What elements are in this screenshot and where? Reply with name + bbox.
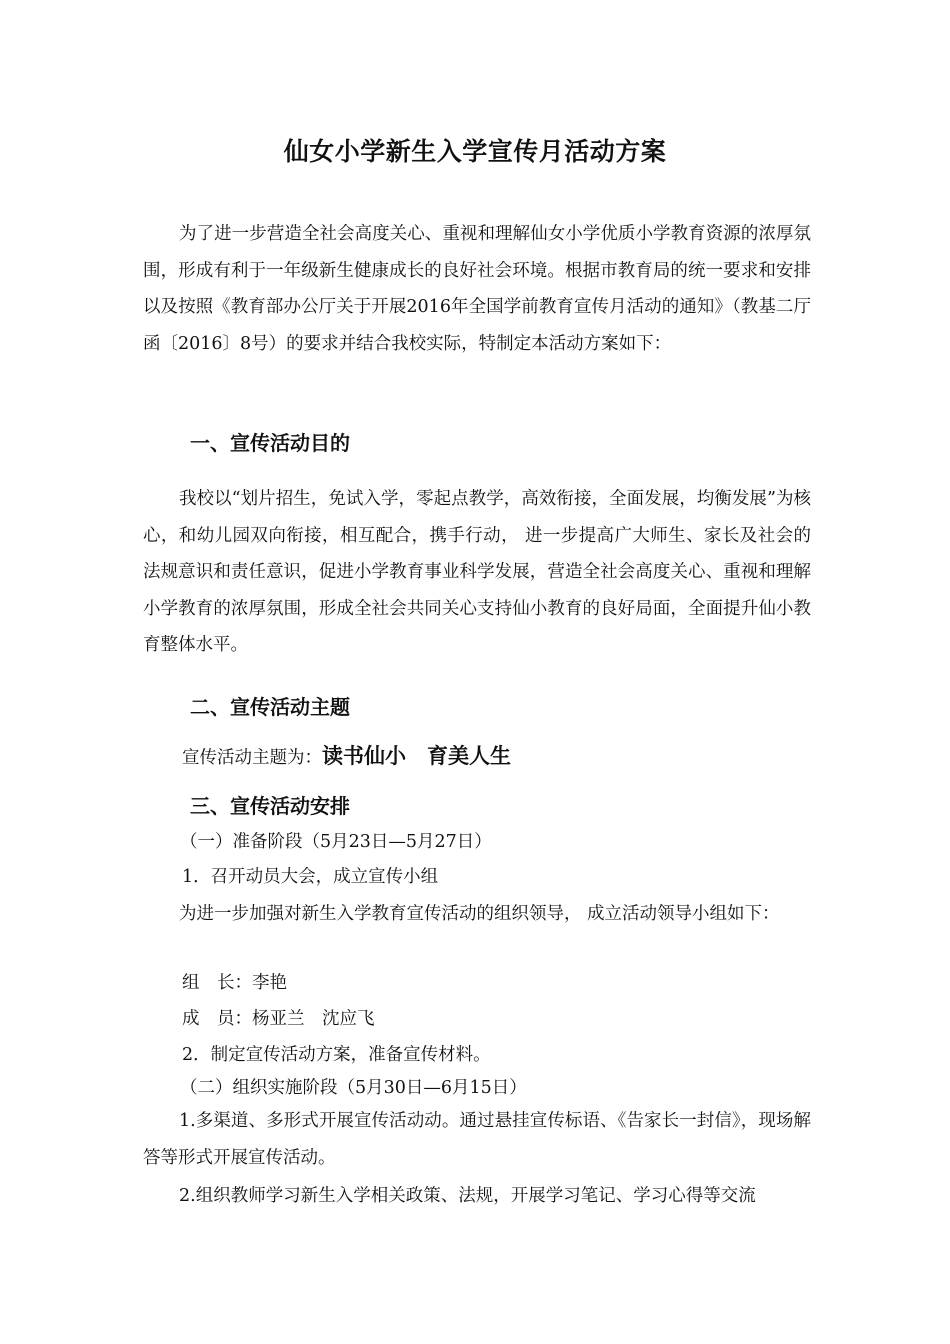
section2-heading: 二、宣传活动主题	[190, 695, 350, 719]
section3-heading: 三、宣传活动安排	[190, 794, 350, 818]
members-line: 成 员：杨亚兰 沈应飞	[182, 1009, 375, 1029]
section1-paragraph: 我校以“划片招生，免试入学，零起点教学，高效衔接，全面发展，均衡发展”为核心，和幼儿园双向衔接，相互配合，携手行动， 进一步提高广大师生、家长及社会的法规意识和责任意识，促进小学教育事业科学发展，营造全社会高度关心、重视和理解小学教育的浓厚氛围，形成全社会共同关心支持仙小教育的良好局面，全面提升仙小教育整体水平。	[143, 489, 811, 655]
item1-paragraph: 为进一步加强对新生入学教育宣传活动的组织领导， 成立活动领导小组如下：	[179, 904, 780, 924]
stage2-title: （二）组织实施阶段（5月30日—6月15日）	[180, 1078, 527, 1098]
section1-heading: 一、宣传活动目的	[190, 431, 350, 455]
item1-title: 1．召开动员大会，成立宣传小组	[182, 867, 439, 887]
theme-value: 读书仙小 育美人生	[322, 744, 511, 768]
intro-paragraph: 为了进一步营造全社会高度关心、重视和理解仙女小学优质小学教育资源的浓厚氛围，形成有利于一年级新生健康成长的良好社会环境。根据市教育局的统一要求和安排以及按照《教育部办公厅关于开展2016年全国学前教育宣传月活动的通知》（教基二厅函〔2016〕8号）的要求并结合我校实际，特制定本活动方案如下：	[143, 224, 811, 354]
stage1-title: （一）准备阶段（5月23日—5月27日）	[180, 832, 492, 852]
stage2-item2-paragraph: 2.组织教师学习新生入学相关政策、法规，开展学习笔记、学习心得等交流	[179, 1186, 756, 1206]
document-title: 仙女小学新生入学宣传月活动方案	[283, 137, 667, 166]
theme-label: 宣传活动主题为：	[182, 748, 322, 768]
stage2-item1-paragraph: 1.多渠道、多形式开展宣传活动动。通过悬挂宣传标语、《告家长一封信》，现场解答等形式开展宣传活动。	[143, 1111, 811, 1168]
leader-line: 组 长：李艳	[182, 973, 287, 993]
item2-title: 2．制定宣传活动方案，准备宣传材料。	[182, 1045, 491, 1065]
theme-line	[182, 740, 511, 770]
